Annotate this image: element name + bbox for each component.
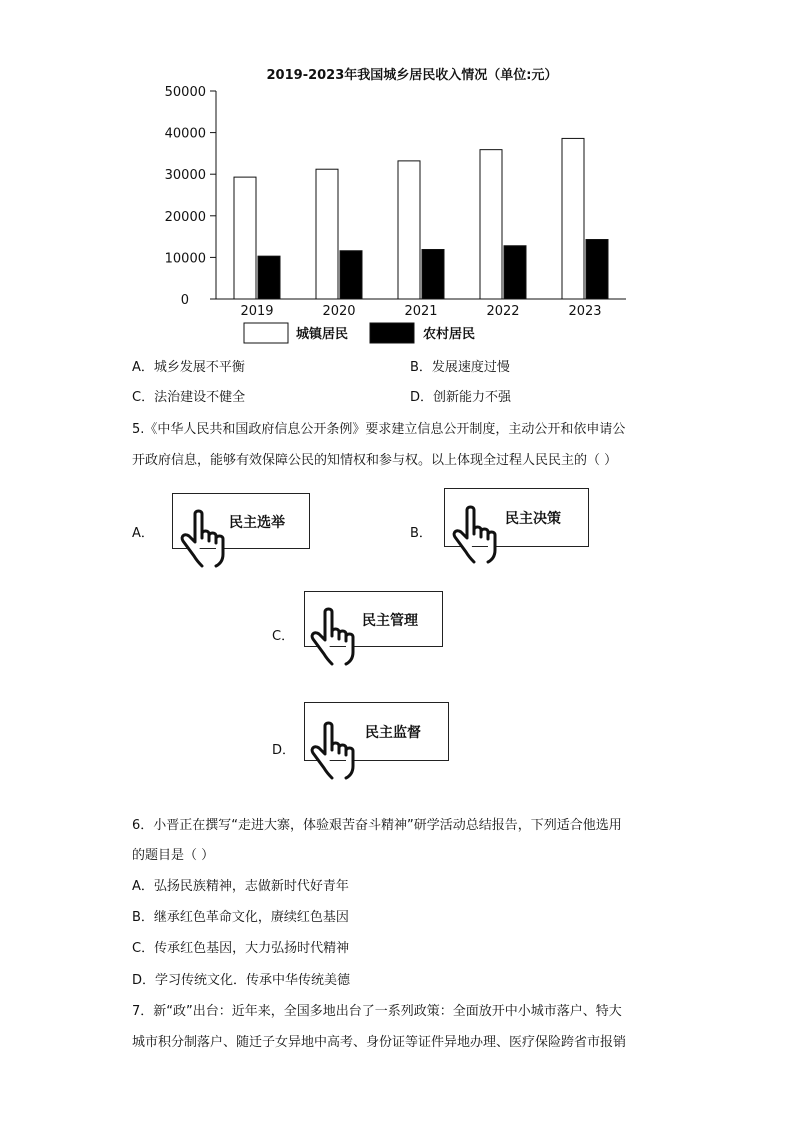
y-tick-label: 40000: [164, 126, 206, 142]
legend-swatch: [370, 323, 414, 343]
q5-option-d-label: 民主监督: [365, 725, 421, 741]
bar-rural-2021: [422, 249, 444, 299]
y-tick-label: 30000: [164, 168, 206, 184]
q4-option-b[interactable]: B．发展速度过慢: [410, 360, 510, 375]
q5-option-b-label: 民主决策: [505, 511, 561, 527]
q4-option-a[interactable]: A．城乡发展不平衡: [132, 360, 245, 375]
q5-option-a-label: 民主选举: [229, 515, 285, 531]
bar-urban-2020: [316, 169, 338, 299]
legend-label: 城镇居民: [296, 327, 349, 342]
q5-option-d-letter[interactable]: D．: [272, 743, 296, 758]
y-tick-label: 20000: [164, 209, 206, 225]
legend-label: 农村居民: [423, 327, 476, 342]
q5-option-a-letter[interactable]: A．: [132, 526, 154, 541]
legend-swatch: [244, 323, 288, 343]
q6-option-b[interactable]: B．继承红色革命文化，赓续红色基因: [132, 910, 349, 925]
y-tick-label: 0: [180, 293, 189, 308]
bar-rural-2020: [340, 251, 362, 299]
y-tick-label: 10000: [164, 251, 206, 267]
q6-stem-line1: 6．小晋正在撰写“走进大寨，体验艰苦奋斗精神”研学活动总结报告，下列适合他选用: [132, 818, 622, 833]
q6-stem-line2: 的题目是（ ）: [132, 848, 215, 863]
x-tick-label: 2019: [240, 304, 274, 319]
x-tick-label: 2021: [404, 304, 438, 319]
q6-option-d[interactable]: D．学习传统文化．传承中华传统美德: [132, 973, 351, 988]
q5-option-c-letter[interactable]: C．: [272, 629, 295, 644]
x-tick-label: 2020: [322, 304, 356, 319]
pointing-hand-icon: [302, 606, 364, 668]
x-axis-ticks: [240, 304, 601, 319]
legend: [244, 323, 475, 343]
chart-title: 2019-2023年我国城乡居民收入情况（单位:元）: [266, 68, 558, 83]
y-tick-label: 50000: [164, 85, 206, 100]
q7-stem-line2: 城市积分制落户、随迁子女异地中高考、身份证等证件异地办理、医疗保险跨省市报销: [132, 1035, 627, 1050]
q5-stem-line1: 5.《中华人民共和国政府信息公开条例》要求建立信息公开制度，主动公开和依申请公: [132, 422, 626, 437]
pointing-hand-icon: [444, 504, 506, 566]
pointing-hand-icon: [172, 508, 234, 570]
q5-option-c-label: 民主管理: [362, 613, 418, 629]
bar-rural-2022: [504, 246, 526, 299]
x-tick-label: 2022: [486, 304, 520, 319]
q5-option-b-letter[interactable]: B．: [410, 526, 432, 541]
q4-option-d[interactable]: D．创新能力不强: [410, 390, 512, 405]
bars: [234, 138, 608, 299]
bar-urban-2021: [398, 161, 420, 299]
x-tick-label: 2023: [568, 304, 602, 319]
bar-urban-2019: [234, 177, 256, 299]
q4-option-c[interactable]: C．法治建设不健全: [132, 390, 246, 405]
pointing-hand-icon: [302, 720, 364, 782]
bar-urban-2023: [562, 138, 584, 299]
q5-stem-line2: 开政府信息，能够有效保障公民的知情权和参与权。以上体现全过程人民民主的（ ）: [132, 453, 618, 468]
q6-option-c[interactable]: C．传承红色基因，大力弘扬时代精神: [132, 941, 350, 956]
income-chart: [0, 0, 794, 360]
bar-rural-2019: [258, 256, 280, 299]
q6-option-a[interactable]: A．弘扬民族精神，志做新时代好青年: [132, 879, 349, 894]
y-axis-ticks: [165, 85, 216, 308]
bar-rural-2023: [586, 240, 608, 299]
bar-urban-2022: [480, 150, 502, 299]
q7-stem-line1: 7．新“政”出台：近年来，全国多地出台了一系列政策：全面放开中小城市落户、特大: [132, 1004, 622, 1019]
